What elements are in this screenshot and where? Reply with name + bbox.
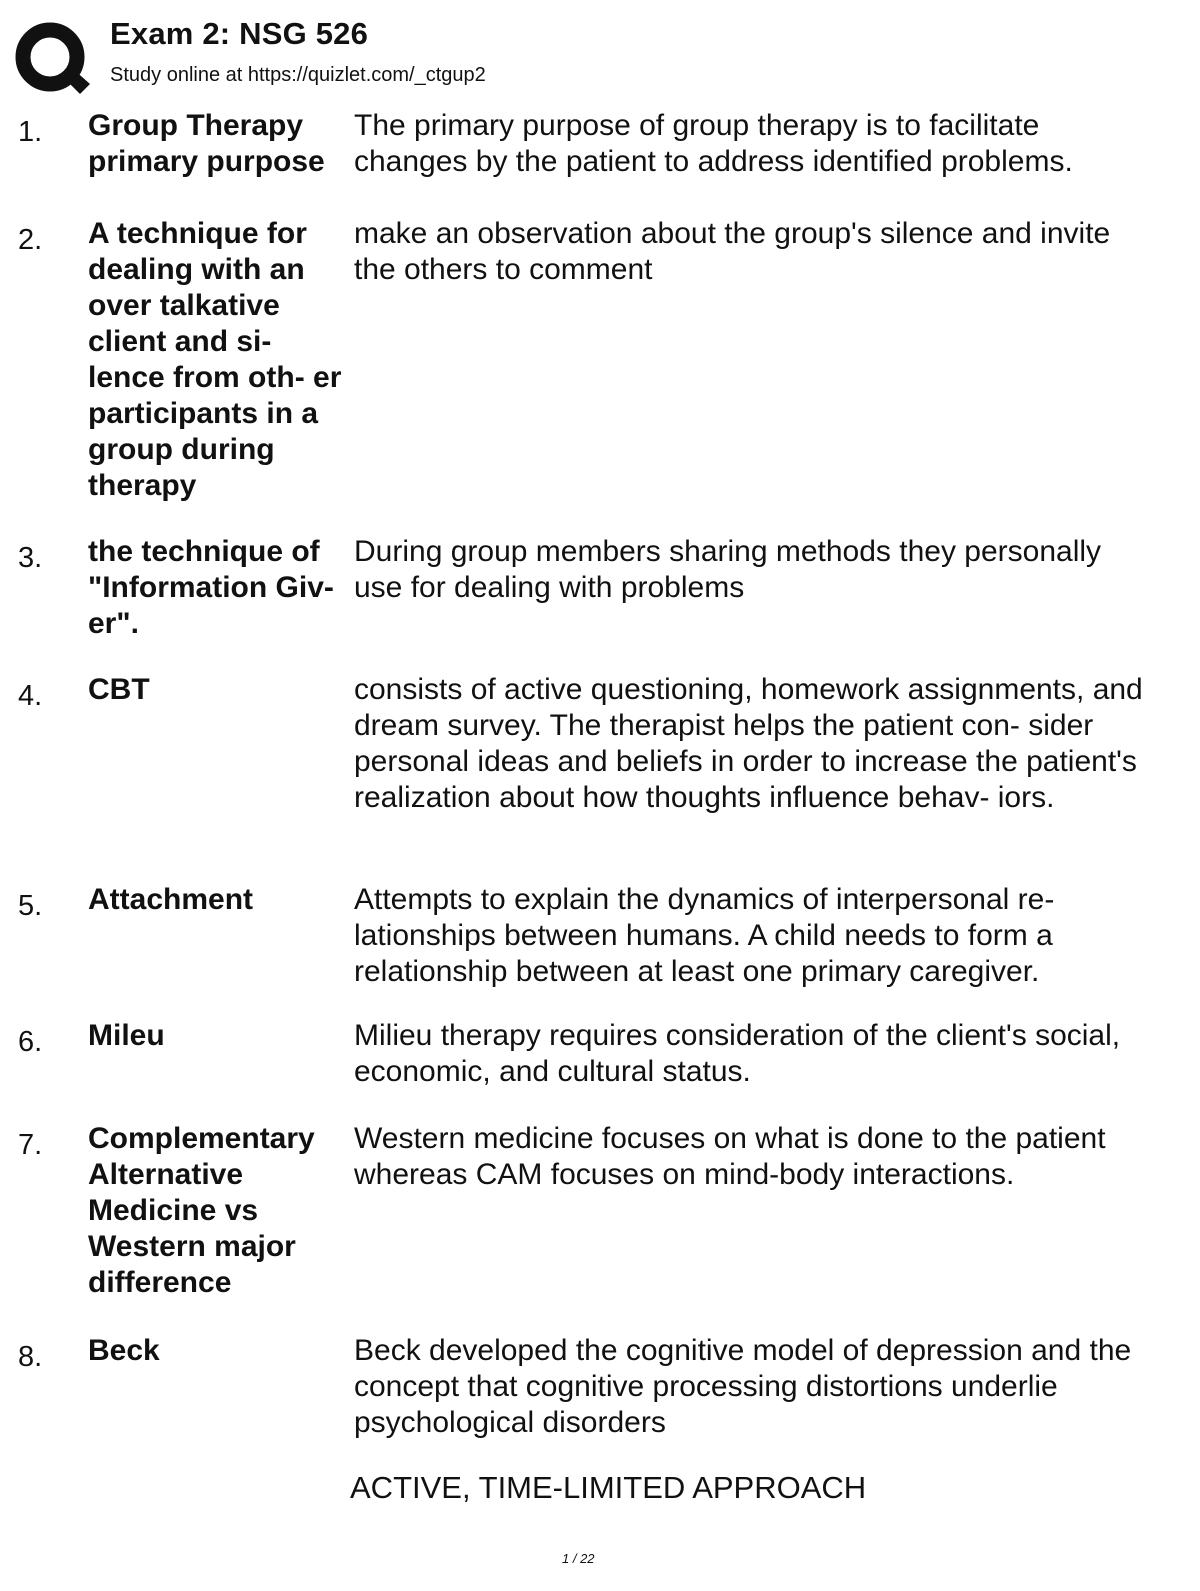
flashcard-8 — [0, 1333, 1200, 1453]
card-definition: Beck developed the cognitive model of depression and the concept that cognitive processing distortions underlie psychological disorders — [354, 1334, 1132, 1439]
card-number: 5. — [18, 890, 43, 922]
quizlet-q-icon — [14, 20, 92, 98]
page-number: 1 / 22 — [562, 1551, 595, 1566]
flashcard-6 — [0, 1018, 1200, 1121]
flashcard-4 — [0, 672, 1200, 882]
header — [14, 14, 1174, 94]
card-term: CBT — [88, 673, 150, 706]
card-term: Attachment — [88, 883, 254, 916]
card-number: 7. — [18, 1129, 43, 1161]
card-number: 2. — [18, 224, 43, 256]
card-term: the technique of "Information Giv- er". — [88, 535, 334, 640]
card-definition: The primary purpose of group therapy is to facilitate changes by the patient to address identified problems. — [354, 109, 1073, 178]
card-definition: make an observation about the group's silence and invite the others to comment — [354, 217, 1111, 286]
card-term: Beck — [88, 1334, 160, 1367]
flashcard-5 — [0, 882, 1200, 1018]
card-number: 8. — [18, 1341, 43, 1373]
card-definition: During group members sharing methods they personally use for dealing with problems — [354, 535, 1102, 604]
card-number: 4. — [18, 680, 43, 712]
card-definition: Western medicine focuses on what is done to the patient whereas CAM focuses on mind-body interactions. — [354, 1122, 1106, 1191]
card-definition: consists of active questioning, homework assignments, and dream survey. The therapist helps the patient con- sider personal ideas and beliefs in order to increase the patient's realization about how thoughts influence behav- iors. — [354, 673, 1143, 814]
card-8-extra-line: ACTIVE, TIME-LIMITED APPROACH — [350, 1470, 867, 1505]
card-number: 3. — [18, 542, 43, 574]
card-term: Mileu — [88, 1019, 165, 1052]
study-online-line: Study online at https://quizlet.com/_ctgup2 — [110, 64, 486, 86]
flashcard-2 — [0, 216, 1200, 534]
page-title: Exam 2: NSG 526 — [110, 16, 369, 51]
card-definition: Attempts to explain the dynamics of interpersonal re- lationships between humans. A child needs to form a relationship between at least one primary caregiver. — [354, 883, 1055, 988]
card-term: Group Therapy primary purpose — [88, 109, 325, 178]
card-definition: Milieu therapy requires consideration of the client's social, economic, and cultural status. — [354, 1019, 1121, 1088]
card-number: 6. — [18, 1026, 43, 1058]
flashcard-7 — [0, 1121, 1200, 1333]
flashcard-list — [0, 108, 1200, 1453]
card-number: 1. — [18, 116, 43, 148]
flashcard-3 — [0, 534, 1200, 672]
card-term: A technique for dealing with an over talkative client and si- lence from oth- er participants in a group during therapy — [88, 217, 342, 502]
card-term: Complementary Alternative Medicine vs Western major difference — [88, 1122, 315, 1299]
flashcard-1 — [0, 108, 1200, 216]
